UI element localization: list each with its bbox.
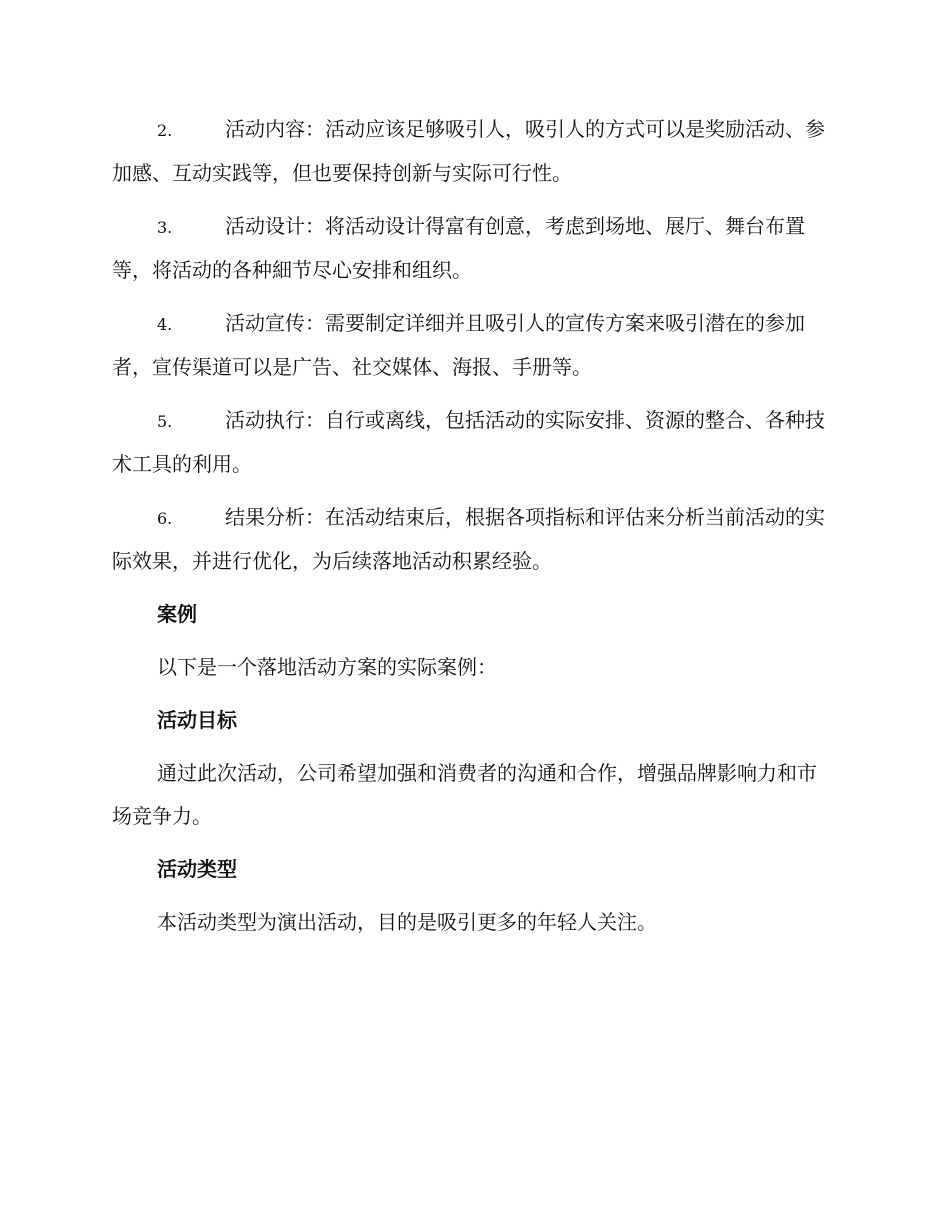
list-text: 活动执行：自行或离线，包括活动的实际安排、资源的整合、各种技术工具的利用。 — [112, 408, 825, 476]
case-intro: 以下是一个落地活动方案的实际案例： — [157, 655, 497, 679]
list-item-6 — [112, 496, 834, 583]
case-heading: 案例 — [157, 602, 197, 626]
list-text: 活动内容：活动应该足够吸引人，吸引人的方式可以是奖励活动、参加感、互动实践等，但也要保持创新与实际可行性。 — [112, 117, 825, 185]
goal-text: 通过此次活动，公司希望加强和消费者的沟通和合作，增强品牌影响力和市场竞争力。 — [112, 761, 817, 828]
type-heading: 活动类型 — [157, 857, 237, 881]
list-item-5 — [112, 399, 834, 486]
list-item-2 — [112, 108, 834, 195]
list-text: 活动设计：将活动设计得富有创意，考虑到场地、展厅、舞台布置等，将活动的各种細节尽心安排和组织。 — [112, 214, 805, 282]
list-text: 活动宣传：需要制定详细并且吸引人的宣传方案来吸引潜在的参加者，宣传渠道可以是广告、社交媒体、海报、手册等。 — [112, 311, 805, 379]
list-number: 2. — [157, 121, 173, 140]
goal-heading: 活动目标 — [157, 708, 237, 732]
list-number: 4. — [157, 315, 173, 334]
type-text: 本活动类型为演出活动，目的是吸引更多的年轻人关注。 — [157, 910, 657, 934]
list-number: 6. — [157, 509, 173, 528]
list-item-4 — [112, 302, 834, 389]
document-page — [112, 108, 834, 954]
list-number: 5. — [157, 412, 173, 431]
list-text: 结果分析：在活动结束后，根据各项指标和评估来分析当前活动的实际效果，并进行优化，为后续落地活动积累经验。 — [112, 505, 825, 573]
list-item-3 — [112, 205, 834, 292]
list-number: 3. — [157, 218, 173, 237]
